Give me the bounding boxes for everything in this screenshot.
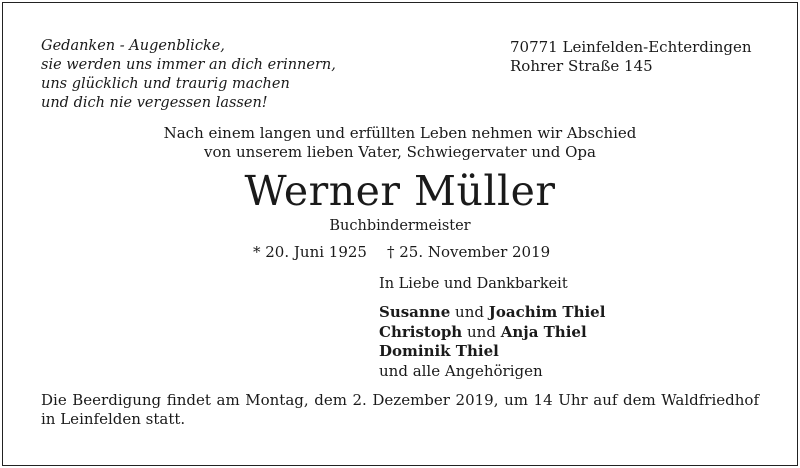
mourner-name: Dominik Thiel — [379, 342, 499, 360]
funeral-line: Die Beerdigung findet am Montag, dem 2. Dezember 2019, um 14 Uhr auf dem Waldfriedhof — [41, 391, 759, 409]
funeral-details — [41, 391, 759, 429]
quote-line: und dich nie vergessen lassen! — [41, 95, 268, 111]
intro-line: von unserem lieben Vater, Schwiegervater und Opa — [204, 143, 596, 161]
mourner-name: Joachim Thiel — [488, 303, 606, 321]
birth-date: * 20. Juni 1925 — [253, 243, 367, 261]
farewell-intro — [0, 124, 800, 162]
quote-line: Gedanken - Augenblicke, — [41, 38, 225, 54]
quote-line: sie werden uns immer an dich erinnern, — [41, 57, 336, 73]
memorial-quote — [41, 37, 336, 113]
death-date: † 25. November 2019 — [386, 243, 551, 261]
mourner-row: und alle Angehörigen — [379, 361, 543, 380]
address-city: 70771 Leinfelden-Echterdingen — [510, 38, 752, 56]
quote-line: uns glücklich und traurig machen — [41, 76, 290, 92]
deceased-profession: Buchbindermeister — [329, 218, 471, 234]
mourner-row — [379, 323, 605, 343]
mourners-list — [379, 303, 605, 381]
deceased-name: Werner Müller — [244, 167, 556, 215]
family-address — [510, 38, 752, 76]
mourner-name: Christoph — [379, 322, 463, 341]
mourner-row — [379, 303, 605, 323]
mourner-row — [379, 342, 605, 362]
address-street: Rohrer Straße 145 — [510, 57, 653, 75]
mourner-joiner: und — [455, 303, 484, 321]
mourner-name: Susanne — [379, 303, 451, 321]
funeral-line: in Leinfelden statt. — [41, 410, 186, 428]
mourner-joiner: und — [467, 322, 496, 341]
life-dates — [253, 243, 550, 262]
mourner-name: Anja Thiel — [500, 322, 587, 341]
closing-words: In Liebe und Dankbarkeit — [379, 276, 568, 292]
intro-line: Nach einem langen und erfüllten Leben nehmen wir Abschied — [163, 124, 637, 142]
